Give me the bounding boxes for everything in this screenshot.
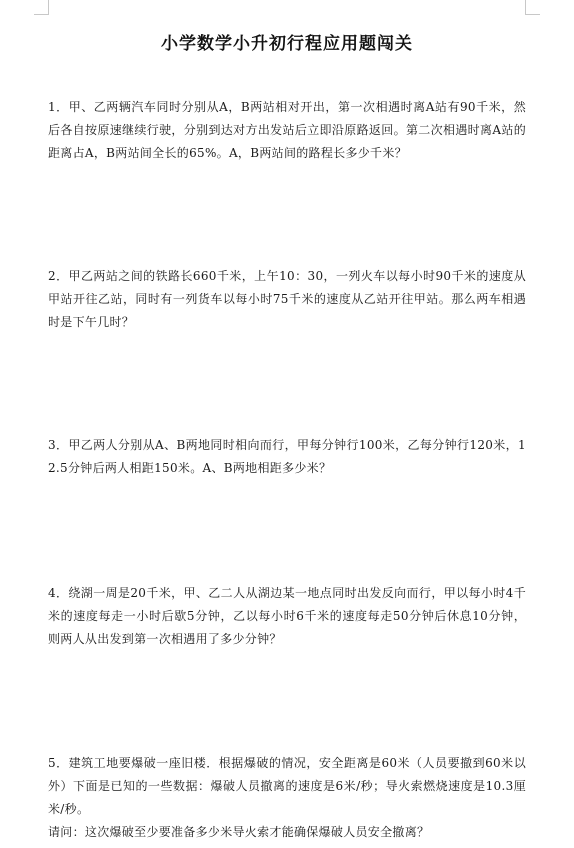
page-corner-mark-top-right xyxy=(525,0,540,15)
document-title: 小学数学小升初行程应用题闯关 xyxy=(161,34,413,54)
page-corner-mark-top-left xyxy=(34,0,49,15)
question-5-followup: 请问：这次爆破至少要准备多少米导火索才能确保爆破人员安全撤离？ xyxy=(48,825,430,839)
question-4-text: 4．绕湖一周是20千米，甲、乙二人从湖边某一地点同时出发反向而行，甲以每小时4千米的速度每走一小时后歇5分钟，乙以每小时6千米的速度每走50分钟后休息10分钟，则两人从出发到第一次相遇用了多少分钟？ xyxy=(48,586,526,646)
question-1 xyxy=(48,96,526,165)
question-3-text: 3．甲乙两人分别从A、B两地同时相向而行，甲每分钟行100米，乙每分钟行120米，12.5分钟后两人相距150米。A、B两地相距多少米？ xyxy=(48,438,526,475)
question-3 xyxy=(48,434,526,480)
question-4 xyxy=(48,582,526,651)
question-2-text: 2．甲乙两站之间的铁路长660千米，上午10：30，一列火车以每小时90千米的速度从甲站开往乙站，同时有一列货车以每小时75千米的速度从乙站开往甲站。那么两车相遇时是下午几时？ xyxy=(48,269,526,329)
question-5 xyxy=(48,752,526,844)
question-2 xyxy=(48,265,526,334)
question-5-text: 5．建筑工地要爆破一座旧楼．根据爆破的情况，安全距离是60米（人员要撤到60米以外）下面是已知的一些数据：爆破人员撤离的速度是6米/秒；导火索燃烧速度是10.3厘米/秒。 xyxy=(48,756,526,816)
question-1-text: 1．甲、乙两辆汽车同时分别从A，B两站相对开出，第一次相遇时离A站有90千米，然后各自按原速继续行驶，分别到达对方出发站后立即沿原路返回。第二次相遇时离A站的距离占A，B两站间全长的65%。A，B两站间的路程长多少千米？ xyxy=(48,100,526,160)
